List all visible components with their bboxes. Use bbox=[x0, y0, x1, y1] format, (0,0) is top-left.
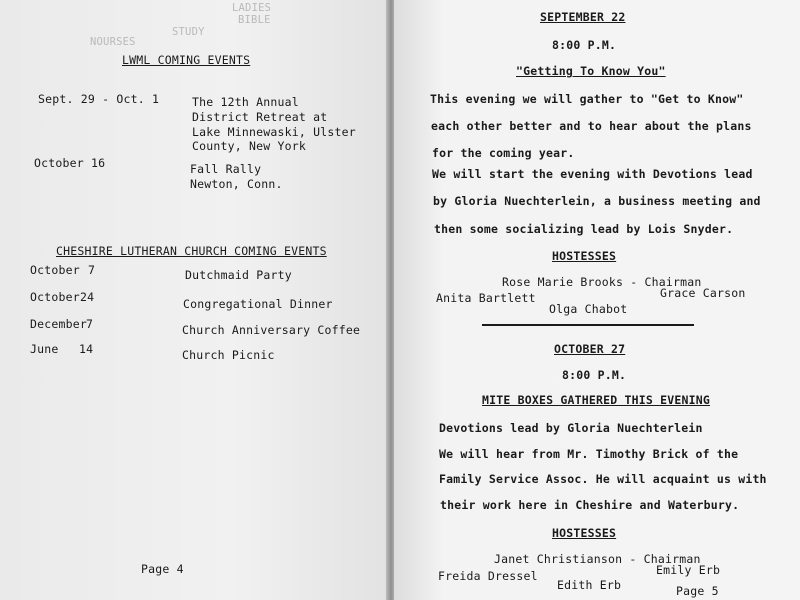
body-line: then some socializing lead by Lois Snyder. bbox=[434, 222, 734, 236]
event-day: 7 bbox=[88, 263, 96, 277]
event-month: October bbox=[30, 290, 80, 304]
faint-header: BIBLE bbox=[238, 14, 271, 26]
church-heading: CHESHIRE LUTHERAN CHURCH COMING EVENTS bbox=[56, 244, 327, 258]
event-date: Sept. 29 - Oct. 1 bbox=[38, 92, 160, 106]
meeting-date: OCTOBER 27 bbox=[554, 342, 626, 356]
meeting-date: SEPTEMBER 22 bbox=[540, 10, 626, 24]
event-day: 24 bbox=[80, 290, 95, 304]
faint-header: STUDY bbox=[172, 26, 205, 38]
body-line: their work here in Cheshire and Waterbury. bbox=[440, 498, 740, 512]
right-page bbox=[394, 0, 800, 600]
event-line: District Retreat at bbox=[192, 110, 328, 124]
hostess-name: Grace Carson bbox=[660, 286, 746, 300]
hostess-name: Anita Bartlett bbox=[436, 291, 536, 305]
hostesses-heading: HOSTESSES bbox=[552, 526, 617, 540]
lwml-heading: LWML COMING EVENTS bbox=[122, 53, 251, 67]
page-number: Page 4 bbox=[141, 562, 184, 576]
event-day: 14 bbox=[79, 342, 94, 356]
body-line: by Gloria Nuechterlein, a business meeting and bbox=[433, 194, 761, 208]
faint-header: NOURSES bbox=[90, 36, 136, 48]
event-month: June bbox=[30, 342, 59, 356]
left-page bbox=[0, 0, 390, 600]
event-name: Church Picnic bbox=[182, 348, 275, 362]
event-line: Lake Minnewaski, Ulster bbox=[192, 125, 356, 139]
meeting-time: 8:00 P.M. bbox=[552, 38, 617, 52]
meeting-time: 8:00 P.M. bbox=[562, 368, 627, 382]
hostess-name: Olga Chabot bbox=[549, 302, 628, 316]
event-name: Dutchmaid Party bbox=[185, 268, 292, 282]
body-line: We will start the evening with Devotions lead bbox=[432, 167, 753, 181]
body-line: for the coming year. bbox=[432, 146, 575, 160]
event-name: Church Anniversary Coffee bbox=[182, 323, 361, 337]
section-divider bbox=[482, 324, 694, 326]
hostess-name: Emily Erb bbox=[656, 563, 721, 577]
event-line: Fall Rally bbox=[190, 162, 262, 176]
body-line: This evening we will gather to "Get to Know" bbox=[430, 92, 744, 106]
event-date: October 16 bbox=[34, 156, 106, 170]
faint-header: LADIES bbox=[232, 2, 272, 14]
meeting-title: "Getting To Know You" bbox=[516, 64, 666, 78]
event-line: County, New York bbox=[192, 139, 306, 153]
event-name: Congregational Dinner bbox=[183, 297, 333, 311]
event-line: Newton, Conn. bbox=[190, 177, 283, 191]
hostesses-heading: HOSTESSES bbox=[552, 249, 617, 263]
hostess-name: Freida Dressel bbox=[438, 569, 538, 583]
hostess-chairman: Janet Christianson - Chairman bbox=[494, 552, 701, 566]
event-month: December bbox=[30, 317, 87, 331]
hostess-chairman: Rose Marie Brooks - Chairman bbox=[502, 275, 702, 289]
body-line: Family Service Assoc. He will acquaint us with bbox=[439, 472, 767, 486]
event-month: October bbox=[30, 263, 80, 277]
meeting-title: MITE BOXES GATHERED THIS EVENING bbox=[482, 393, 710, 407]
hostess-name: Edith Erb bbox=[557, 578, 622, 592]
page-number: Page 5 bbox=[676, 584, 719, 598]
event-line: The 12th Annual bbox=[192, 95, 299, 109]
event-day: 7 bbox=[86, 317, 94, 331]
body-line: We will hear from Mr. Timothy Brick of the bbox=[439, 447, 739, 461]
body-line: Devotions lead by Gloria Nuechterlein bbox=[439, 421, 703, 435]
body-line: each other better and to hear about the plans bbox=[431, 119, 752, 133]
